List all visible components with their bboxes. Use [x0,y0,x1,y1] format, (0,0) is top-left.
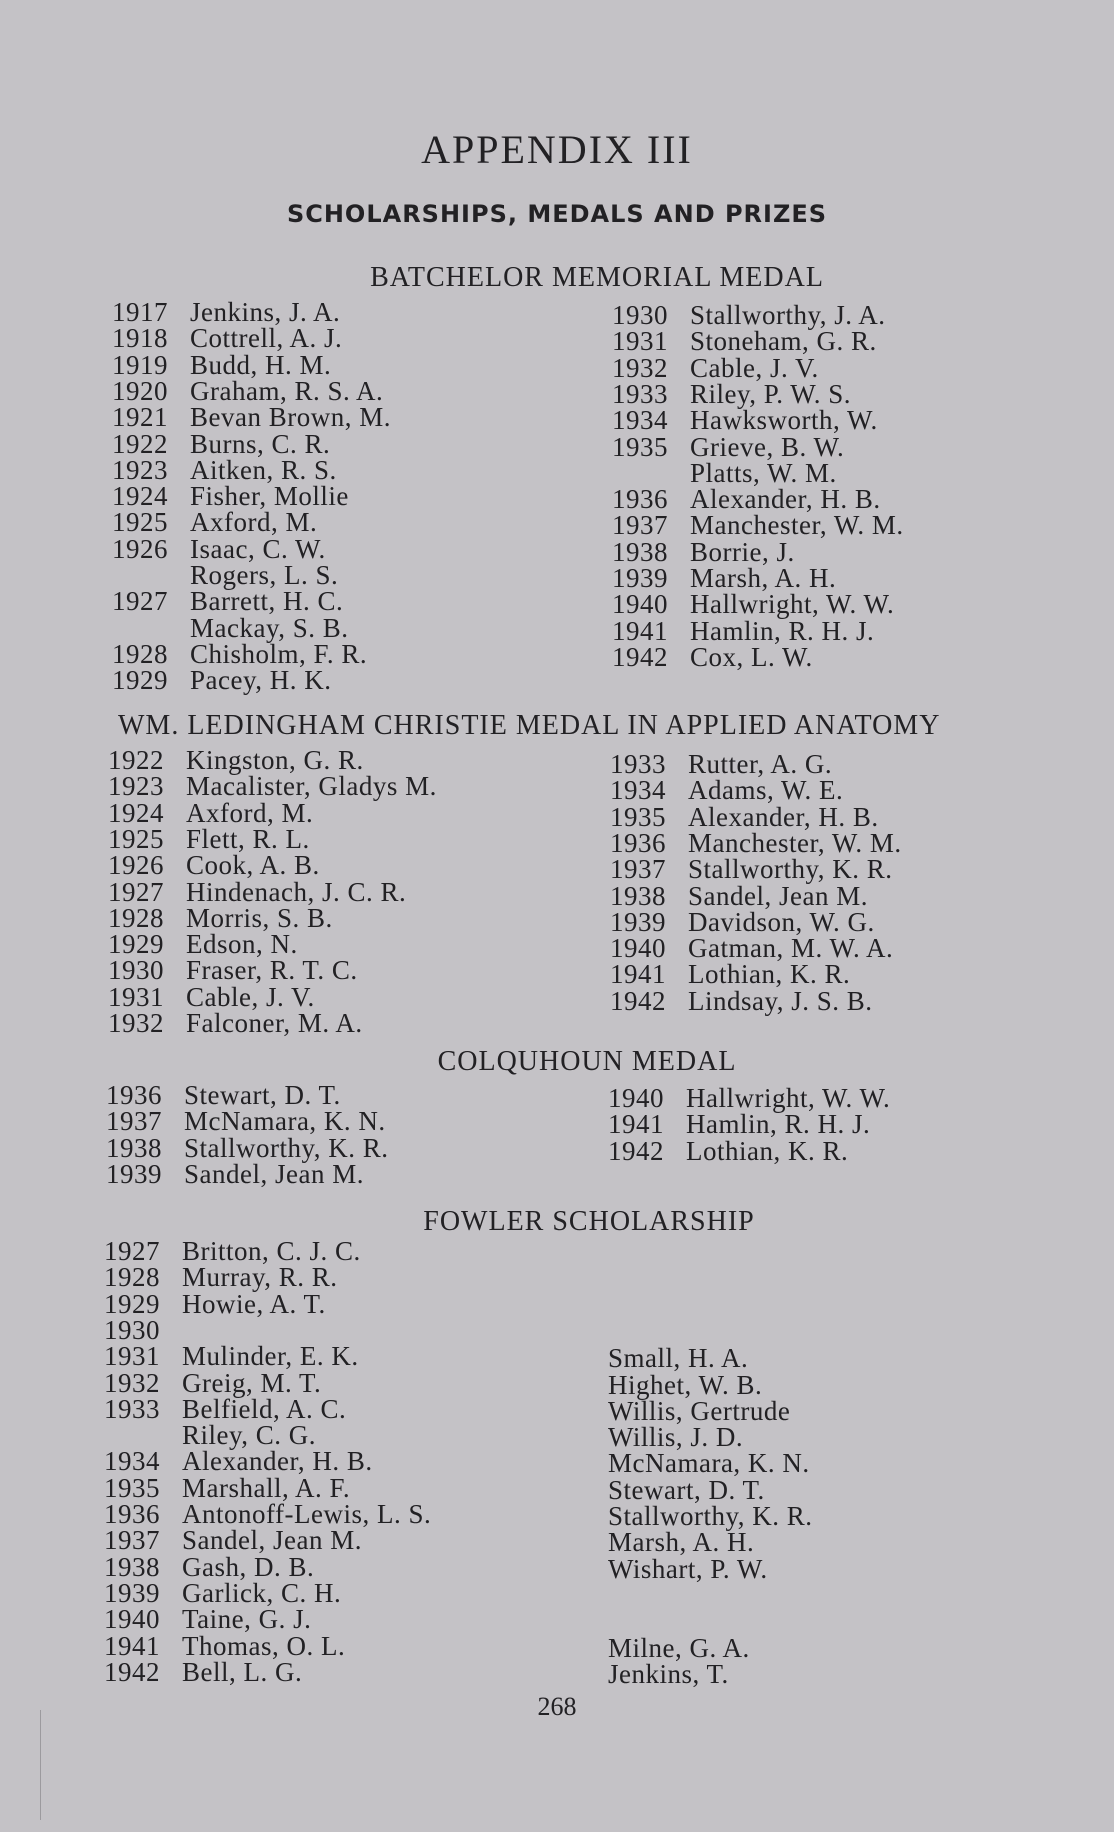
list-item [610,829,902,857]
entry-name: Riley, P. W. S. [690,378,852,409]
entry-second-name: Stewart, D. T. [608,1474,765,1505]
entry-year: 1939 [612,563,668,593]
entry-name: Pacey, H. K. [190,665,332,696]
entry-year: 1941 [608,1109,664,1140]
entry-name: Howie, A. T. [182,1288,326,1319]
list-item [610,960,850,988]
entry-year: 1940 [104,1604,160,1635]
entry-name: Bevan Brown, M. [190,402,391,433]
entry-name: Burns, C. R. [190,428,331,459]
entry-name: Alexander, H. B. [182,1446,373,1477]
entry-year: 1938 [610,880,666,911]
entry-name: Borrie, J. [690,536,795,567]
entry-name: Hamlin, R. H. J. [686,1109,871,1140]
list-item [112,298,340,326]
entry-year: 1931 [108,981,164,1012]
entry-name: Taine, G. J. [182,1604,312,1635]
entry-year: 1933 [104,1393,160,1424]
list-item [612,617,874,645]
entry-name: Mulinder, E. K. [182,1341,359,1372]
entry-year: 1940 [610,933,666,964]
entry-name: Flett, R. L. [186,823,310,854]
list-item [104,1395,346,1423]
list-item [612,590,894,618]
list-item [112,456,337,484]
entry-name: Sandel, Jean M. [182,1525,362,1556]
list-item [610,987,873,1015]
entry-name: Rutter, A. G. [688,749,833,779]
page-number: 268 [537,1692,577,1721]
entry-name: Sandel, Jean M. [688,880,868,911]
entry-year: 1937 [104,1525,160,1556]
entry-name: Hindenach, J. C. R. [186,876,407,907]
entry-name: Garlick, C. H. [182,1577,342,1608]
entry-year: 1920 [112,375,168,406]
entry-year: 1934 [104,1446,160,1477]
entry-name: Adams, W. E. [688,775,844,806]
entry-name: Britton, C. J. C. [182,1236,361,1266]
entry-year: 1940 [612,589,668,620]
entry-year: 1927 [104,1236,160,1266]
entry-year: 1924 [108,797,164,828]
entry-second-name: Willis, J. D. [608,1422,744,1453]
entry-year: 1933 [610,749,666,779]
list-item [610,882,868,910]
list-item [104,1342,359,1370]
entry-name: Gatman, M. W. A. [688,933,894,964]
entry-year: 1941 [612,615,668,646]
entry-year: 1932 [108,1008,164,1038]
entry-name: Antonoff-Lewis, L. S. [182,1499,432,1529]
entry-year: 1935 [612,431,668,462]
list-item [108,956,358,984]
entry-name: McNamara, K. N. [184,1106,386,1137]
entry-year: 1929 [108,929,164,960]
entry-second-name: Wishart, P. W. [608,1553,768,1584]
entry-name: Lothian, K. R. [688,959,851,990]
list-item [610,908,875,936]
entry-name: Hallwright, W. W. [686,1083,891,1113]
list-item [612,538,795,566]
entry-year: 1938 [106,1132,162,1163]
list-item [108,983,315,1011]
list-item [112,666,331,694]
entry-year: 1934 [612,405,668,436]
entry-year: 1934 [610,775,666,806]
list-item [112,351,331,379]
list-item [610,803,879,831]
list-item [106,1160,364,1188]
entry-year: 1940 [608,1083,664,1113]
entry-name: Manchester, W. M. [690,510,904,541]
section-heading-batchelor: BATCHELOR MEMORIAL MEDAL [370,262,824,293]
entry-second-name: Stallworthy, K. R. [608,1501,813,1531]
entry-second-name: McNamara, K. N. [608,1448,810,1479]
section-heading-fowler: FOWLER SCHOLARSHIP [423,1206,755,1237]
list-item [612,301,886,329]
entry-name: Chisholm, F. R. [190,638,368,669]
list-item [112,614,348,642]
list-item [612,485,881,513]
list-item [112,430,330,458]
list-item [612,433,844,461]
entry-year: 1942 [104,1656,160,1687]
list-item [104,1316,182,1344]
list-item [108,904,333,932]
entry-year: 1936 [106,1080,162,1110]
entry-name: Stewart, D. T. [184,1080,341,1110]
entry-year: 1939 [106,1158,162,1189]
entry-year: 1933 [612,378,668,409]
entry-year: 1942 [610,985,666,1016]
list-item [112,587,343,615]
list-item [612,459,837,487]
entry-year: 1923 [112,454,168,485]
entry-year: 1930 [612,300,668,330]
entry-year: 1938 [104,1551,160,1582]
entry-year: 1937 [106,1106,162,1137]
entry-year: 1927 [108,876,164,907]
list-item [612,354,819,382]
entry-name: Alexander, H. B. [690,484,881,515]
entry-name: Grieve, B. W. [690,431,845,462]
list-item [104,1474,350,1502]
entry-name: Bell, L. G. [182,1656,303,1687]
list-item [108,1009,363,1037]
entry-name: Falconer, M. A. [186,1008,363,1038]
list-item [104,1500,431,1528]
list-item [104,1632,345,1660]
entry-name: Budd, H. M. [190,349,332,380]
entry-second-name: Small, H. A. [608,1343,749,1374]
entry-name: Stallworthy, K. R. [688,854,893,885]
entry-name: Stallworthy, J. A. [690,300,886,330]
page-edge-line [40,1710,41,1820]
entry-name: Cook, A. B. [186,850,320,881]
entry-name: Platts, W. M. [690,457,837,488]
entry-name: Isaac, C. W. [190,533,326,564]
entry-year: 1930 [108,955,164,986]
entry-year: 1924 [112,481,168,512]
entry-name: Cox, L. W. [690,641,813,672]
entry-year: 1936 [612,484,668,515]
entry-name: Riley, C. G. [182,1420,316,1451]
list-item [106,1107,386,1135]
entry-year: 1931 [104,1341,160,1372]
entry-name: Fisher, Mollie [190,481,349,512]
entry-name: Lindsay, J. S. B. [688,985,873,1016]
entry-year: 1928 [104,1262,160,1293]
entry-year: 1939 [610,906,666,937]
entry-name: Kingston, G. R. [186,745,364,775]
entry-year: 1922 [112,428,168,459]
list-item [104,1605,311,1633]
page-title: APPENDIX III [421,127,693,172]
entry-year: 1929 [112,665,168,696]
entry-year: 1932 [104,1367,160,1398]
entry-name: Morris, S. B. [186,902,333,933]
list-item [112,482,349,510]
entry-year: 1935 [104,1472,160,1503]
entry-name: Alexander, H. B. [688,801,879,832]
list-item [112,403,391,431]
entry-name: Axford, M. [190,507,318,538]
entry-year: 1927 [112,586,168,617]
entry-name: Manchester, W. M. [688,827,902,858]
list-item [104,1526,362,1554]
list-item [612,327,877,355]
entry-name: Gash, D. B. [182,1551,315,1582]
entry-name: Cottrell, A. J. [190,323,343,354]
entry-name: Rogers, L. S. [190,560,339,590]
entry-name: Sandel, Jean M. [184,1158,364,1189]
entry-name: Greig, M. T. [182,1367,322,1398]
entry-year: 1921 [112,402,168,433]
list-item [104,1421,316,1449]
entry-name: Marshall, A. F. [182,1472,351,1503]
list-item [608,1084,890,1112]
section-heading-colquhoun: COLQUHOUN MEDAL [437,1046,737,1077]
entry-year: 1942 [608,1135,664,1166]
list-item [108,930,298,958]
entry-name: Stoneham, G. R. [690,326,877,357]
list-item [104,1553,314,1581]
entry-year: 1929 [104,1288,160,1319]
list-item [112,377,383,405]
entry-year: 1941 [104,1630,160,1661]
list-item [112,640,367,668]
entry-year: 1926 [112,533,168,564]
entry-year: 1936 [610,827,666,858]
entry-second-name: Highet, W. B. [608,1369,763,1400]
list-item [112,508,317,536]
entry-second-name: Milne, G. A. [608,1632,750,1663]
entry-name: Murray, R. R. [182,1262,338,1293]
entry-name: Edson, N. [186,929,298,960]
entry-second-name: Jenkins, T. [608,1658,729,1689]
entry-year: 1923 [108,771,164,802]
entry-year: 1928 [108,902,164,933]
entry-name: Hawksworth, W. [690,405,878,436]
entry-name: Macalister, Gladys M. [186,771,437,802]
entry-year: 1930 [104,1314,160,1345]
entry-name: Graham, R. S. A. [190,375,384,406]
entry-name: Hamlin, R. H. J. [690,615,875,646]
list-item [104,1237,361,1265]
list-item [104,1658,302,1686]
entry-name: Axford, M. [186,797,314,828]
entry-year: 1937 [612,510,668,541]
entry-name: Stallworthy, K. R. [184,1132,389,1163]
list-item [112,535,326,563]
entry-year: 1918 [112,323,168,354]
list-item [610,934,893,962]
entry-year: 1932 [612,352,668,383]
entry-year: 1922 [108,745,164,775]
entry-name: Jenkins, J. A. [190,297,341,327]
entry-name: Aitken, R. S. [190,454,337,485]
entry-year: 1939 [104,1577,160,1608]
entry-year: 1936 [104,1499,160,1529]
entry-year: 1926 [108,850,164,881]
list-item [104,1447,373,1475]
entry-year: 1931 [612,326,668,357]
list-item [104,1263,338,1291]
entry-name: Fraser, R. T. C. [186,955,358,986]
entry-second-name: Willis, Gertrude [608,1395,791,1426]
list-item [108,878,406,906]
list-item [106,1081,341,1109]
list-item [106,1134,389,1162]
entry-name: Belfield, A. C. [182,1393,347,1424]
entry-name: Marsh, A. H. [690,563,837,593]
list-item [610,855,893,883]
entry-year: 1935 [610,801,666,832]
list-item [612,380,851,408]
list-item [612,643,813,671]
entry-name: Lothian, K. R. [686,1135,849,1166]
entry-name: Barrett, H. C. [190,586,344,617]
entry-year: 1925 [112,507,168,538]
list-item [610,776,843,804]
list-item [612,564,836,592]
list-item [108,799,313,827]
list-item [612,511,904,539]
entry-year: 1925 [108,823,164,854]
entry-name: Cable, J. V. [186,981,315,1012]
list-item [108,746,364,774]
entry-year: 1928 [112,638,168,669]
list-item [108,772,437,800]
list-item [608,1137,848,1165]
list-item [104,1579,341,1607]
entry-name: Davidson, W. G. [688,906,875,937]
page-subtitle: SCHOLARSHIPS, MEDALS AND PRIZES [286,200,828,228]
entry-year: 1942 [612,641,668,672]
list-item [108,825,310,853]
entry-year: 1941 [610,959,666,990]
list-item [612,406,878,434]
entry-second-name: Marsh, A. H. [608,1527,755,1558]
list-item [112,324,342,352]
entry-name: Mackay, S. B. [190,612,349,643]
entry-year: 1937 [610,854,666,885]
section-heading-christie: WM. LEDINGHAM CHRISTIE MEDAL IN APPLIED ANATOMY [118,710,941,741]
list-item [610,750,832,778]
list-item [108,851,320,879]
list-item [104,1369,321,1397]
entry-name: Cable, J. V. [690,352,819,383]
list-item [608,1110,870,1138]
entry-year: 1917 [112,297,168,327]
list-item [112,561,338,589]
entry-name: Hallwright, W. W. [690,589,895,620]
entry-year: 1938 [612,536,668,567]
list-item [104,1290,326,1318]
entry-year: 1919 [112,349,168,380]
entry-name: Thomas, O. L. [182,1630,346,1661]
